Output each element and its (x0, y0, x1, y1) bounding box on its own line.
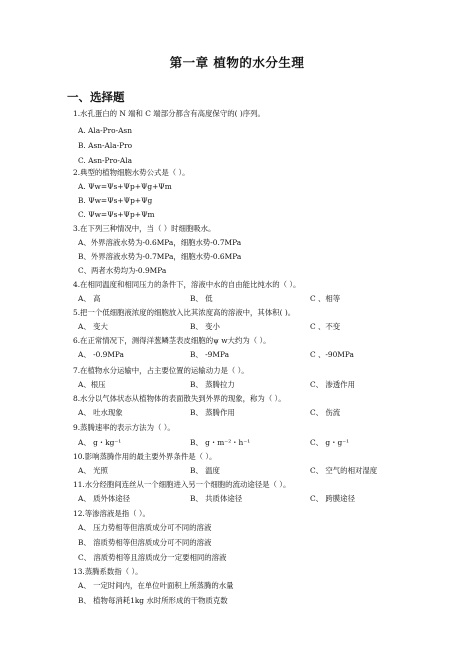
question-10-option-b: B、 温度 (190, 466, 220, 475)
question-2-option-a: A. Ψw=Ψs+Ψp+Ψg+Ψm (78, 182, 172, 191)
question-5-stem: 5.把一个低细胞液浓度的细胞放入比其浓度高的溶液中，其体积( )。 (73, 308, 296, 317)
question-12-option-c: C、 溶质势相等且溶质成分一定要相同的溶液 (78, 553, 227, 562)
question-4-option-b: B、 低 (190, 294, 213, 303)
question-7-option-a: A、根压 (78, 380, 106, 389)
question-12-option-a: A、 压力势相等但溶质成分可不同的溶液 (78, 523, 212, 532)
question-1-option-c: C. Asn-Pro-Ala (78, 156, 133, 165)
question-2-option-b: B. Ψw=Ψs+Ψp+Ψg (78, 196, 153, 205)
question-5-option-b: B、 变小 (190, 322, 220, 331)
question-13-stem: 13.蒸腾系数指（ ）。 (73, 567, 143, 576)
question-12-option-b: B、 溶质势相等但溶质成分可不同的溶液 (78, 538, 212, 547)
question-10-option-c: C、 空气的相对湿度 (310, 466, 378, 475)
question-11-stem: 11.水分经胞间连丝从一个细胞进入另一个细胞的流动途径是（ ）。 (73, 480, 291, 489)
question-4-option-a: A、 高 (78, 294, 101, 303)
question-7-option-c: C、 渗透作用 (310, 380, 355, 389)
question-6-option-c: C 、-90MPa (310, 350, 354, 359)
question-8-option-a: A、 吐水现象 (78, 408, 123, 417)
question-3-option-a: A、外界溶液水势为-0.6MPa，细胞水势-0.7MPa (78, 238, 242, 247)
question-5-option-a: A、 变大 (78, 322, 108, 331)
question-13-option-a: A、 一定时间内，在单位叶面积上所蒸腾的水量 (78, 581, 234, 590)
question-2-stem: 2.典型的植物细胞水势公式是（ ）。 (73, 168, 190, 177)
question-12-stem: 12.等渗溶液是指（ ）。 (73, 509, 150, 518)
question-1-option-b: B. Asn-Ala-Pro (78, 141, 133, 150)
chapter-title: 第一章 植物的水分生理 (169, 55, 305, 70)
question-8-option-b: B、 蒸腾作用 (190, 408, 235, 417)
question-7-stem: 7.在植物水分运输中，占主要位置的运输动力是（ ）。 (73, 366, 249, 375)
question-3-option-c: C、两者水势均为-0.9MPa (78, 266, 167, 275)
question-3-stem: 3.在下列三种情况中，当（ ）时细胞吸水。 (73, 224, 216, 233)
question-8-stem: 8.水分以气体状态从植物体的表面散失到外界的现象，称为（ ）。 (73, 394, 286, 403)
question-6-stem: 6.在正常情况下，测得洋葱鳞茎表皮细胞的ψ w大约为（ ）。 (73, 336, 271, 345)
question-9-option-c: C、 g・g⁻¹ (310, 438, 350, 447)
question-9-stem: 9.蒸腾速率的表示方法为（ ）。 (73, 423, 175, 432)
question-6-option-a: A、 -0.9MPa (78, 350, 124, 359)
question-6-option-b: B、 -9MPa (190, 350, 229, 359)
question-4-stem: 4.在相同温度和相同压力的条件下，溶液中水的自由能比纯水的（ ）。 (73, 280, 301, 289)
question-5-option-c: C 、不变 (310, 322, 341, 331)
question-9-option-b: B、 g・m⁻²・h⁻¹ (190, 438, 251, 447)
question-2-option-c: C. Ψw=Ψs+Ψp+Ψm (78, 210, 155, 219)
question-9-option-a: A、 g・kg⁻¹ (78, 438, 122, 447)
question-4-option-c: C 、相等 (310, 294, 341, 303)
question-8-option-c: C、 伤流 (310, 408, 341, 417)
question-11-option-b: B、 共质体途径 (190, 494, 243, 503)
question-7-option-b: B、 蒸腾拉力 (190, 380, 235, 389)
question-11-option-a: A、 质外体途径 (78, 494, 131, 503)
section-title: 一、选择题 (67, 90, 125, 104)
question-11-option-c: C、 跨膜途径 (310, 494, 355, 503)
question-10-option-a: A、 光照 (78, 466, 108, 475)
question-1-stem: 1.水孔蛋白的 N 端和 C 端部分都含有高度保守的( )序列。 (73, 109, 265, 118)
question-3-option-b: B、外界溶液水势为-0.7MPa，细胞水势-0.6MPa (78, 252, 242, 261)
question-1-option-a: A. Ala-Pro-Asn (78, 126, 132, 135)
question-10-stem: 10.影响蒸腾作用的最主要外界条件是（ ）。 (73, 452, 217, 461)
question-13-option-b: B、 植物每消耗1kg 水时所形成的干物质克数 (78, 596, 228, 605)
